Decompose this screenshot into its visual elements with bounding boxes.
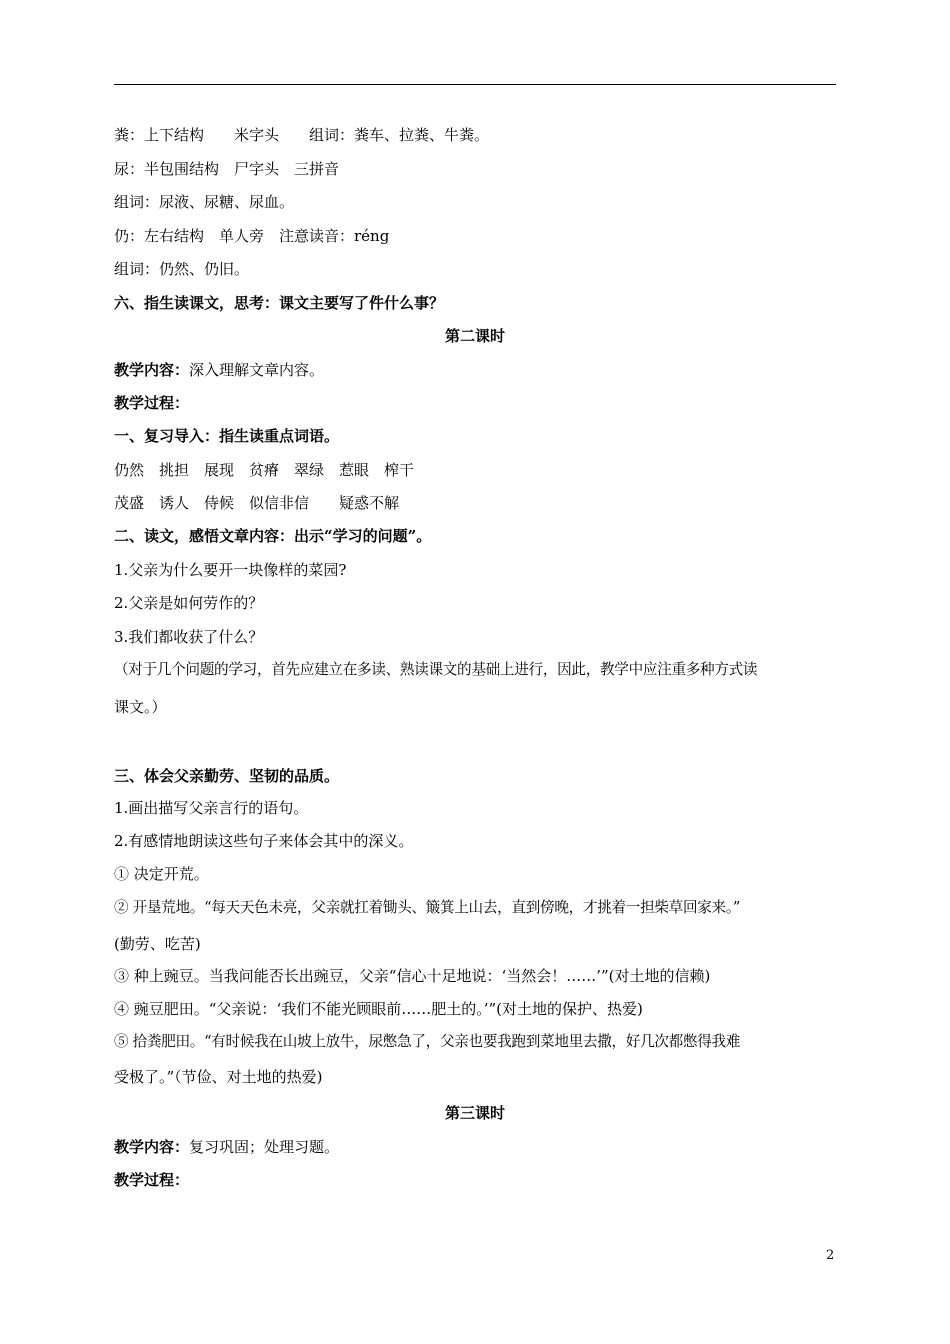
text-line: 3.我们都收获了什么？: [114, 628, 264, 646]
text-line: [114, 360, 324, 380]
label-value: 复习巩固；处理习题。: [189, 1138, 340, 1156]
page-number: 2: [826, 1248, 835, 1263]
text-line: 组词：尿液、尿糖、尿血。: [114, 193, 295, 211]
text-line: 仍：左右结构 单人旁 注意读音：réng: [114, 227, 390, 245]
lesson-title: 第三课时: [444, 1104, 505, 1122]
text-line: 受极了。”（节俭、对土地的热爱): [114, 1068, 323, 1086]
text-line: [114, 1137, 339, 1157]
section-heading: 教学过程：: [114, 394, 190, 412]
text-line: （对于几个问题的学习，首先应建立在多读、熟读课文的基础上进行，因此，教学中应注重多种方式读: [114, 661, 758, 678]
text-line: (勤劳、吃苦): [114, 935, 201, 953]
text-line: ④ 豌豆肥田。“父亲说：‘我们不能光顾眼前……肥土的。’”(对土地的保护、热爱): [114, 1000, 643, 1018]
text-line: ③ 种上豌豆。当我问能否长出豌豆，父亲“信心十足地说：‘当然会！……’”(对土地的信赖): [114, 967, 711, 985]
text-line: ① 决定开荒。: [114, 865, 209, 883]
header-rule: [114, 84, 836, 85]
text-line: 课文。）: [114, 698, 167, 716]
text-line: 1.画出描写父亲言行的语句。: [114, 799, 309, 817]
section-heading: 教学过程：: [114, 1171, 190, 1189]
lesson-title: 第二课时: [444, 327, 505, 345]
label: 教学内容：: [114, 361, 190, 379]
text-line: 粪：上下结构 米字头 组词：粪车、拉粪、牛粪。: [114, 126, 490, 144]
section-heading: 一、复习导入：指生读重点词语。: [114, 427, 340, 445]
section-heading: 三、体会父亲勤劳、坚韧的品质。: [114, 767, 340, 785]
section-heading: 二、读文，感悟文章内容：出示“学习的问题”。: [114, 527, 432, 545]
text-line: 尿：半包围结构 尸字头 三拼音: [114, 160, 340, 178]
text-line: 茂盛 诱人 侍候 似信非信 疑惑不解: [114, 494, 400, 512]
text-line: 1.父亲为什么要开一块像样的菜园?: [114, 561, 347, 579]
text-line: ② 开垦荒地。“每天天色未亮，父亲就扛着锄头、簸箕上山去，直到傍晚，才挑着一担柴草回家来。”: [114, 899, 740, 916]
text-line: 仍然 挑担 展现 贫瘠 翠绿 惹眼 榨干: [114, 461, 415, 479]
label-value: 深入理解文章内容。: [189, 361, 325, 379]
text-line: 2.父亲是如何劳作的？: [114, 594, 264, 612]
text-line: 组词：仍然、仍旧。: [114, 260, 250, 278]
text-line: 2.有感情地朗读这些句子来体会其中的深义。: [114, 832, 414, 850]
section-heading: 六、指生读课文，思考：课文主要写了件什么事？: [114, 294, 445, 312]
label: 教学内容：: [114, 1138, 190, 1156]
text-line: ⑤ 拾粪肥田。“有时候我在山坡上放牛，尿憋急了，父亲也要我跑到菜地里去撒，好几次都憋得我难: [114, 1033, 741, 1050]
